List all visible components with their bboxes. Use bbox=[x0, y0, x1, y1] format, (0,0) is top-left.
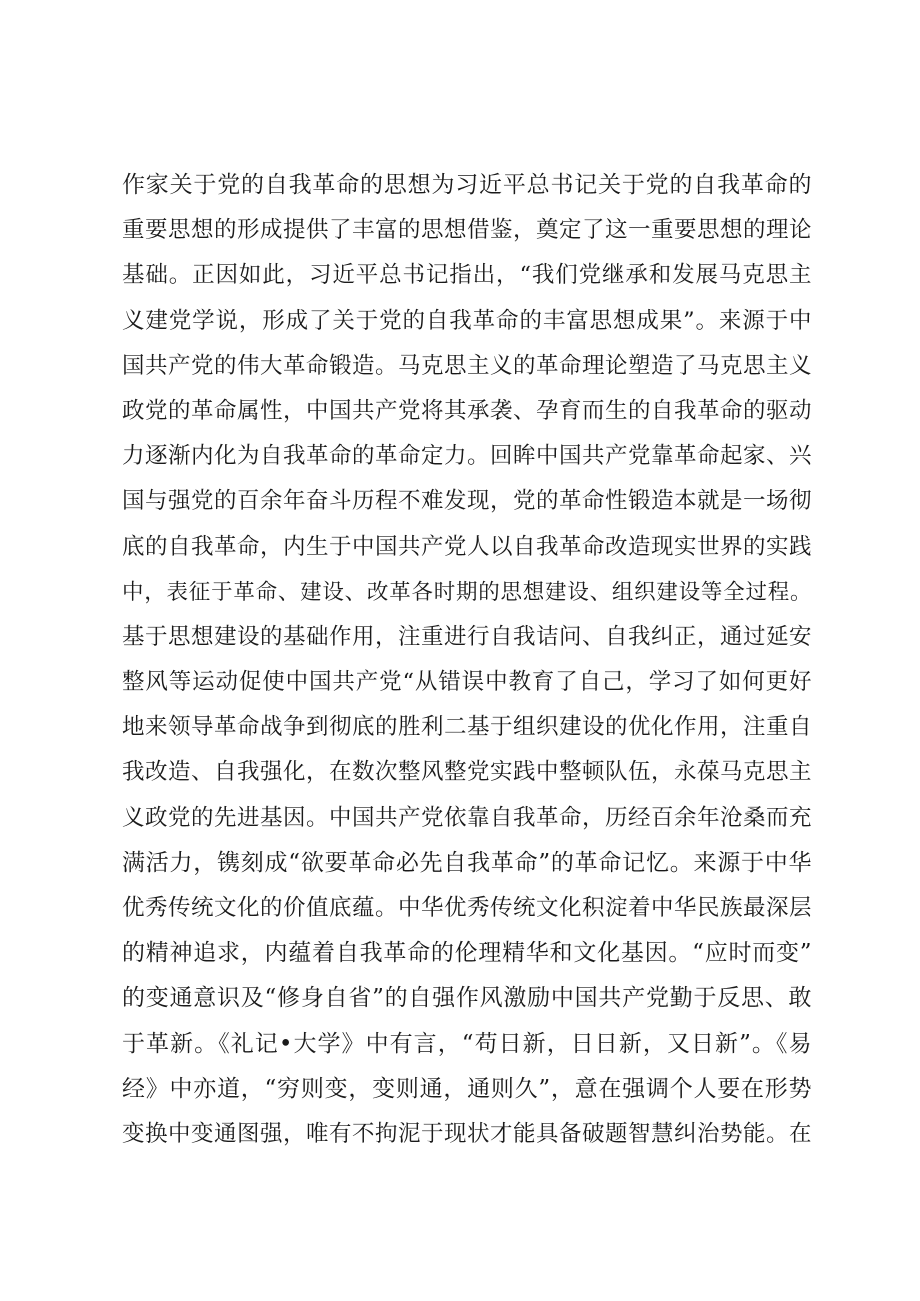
text-line: 底的自我革命，内生于中国共产党人以自我革命改造现实世界的实践 bbox=[122, 533, 812, 560]
text-line: 经》中亦道，“穷则变，变则通，通则久”，意在强调个人要在形势 bbox=[122, 1075, 812, 1102]
text-line: 国共产党的伟大革命锻造。马克思主义的革命理论塑造了马克思主义 bbox=[122, 352, 812, 379]
text-line: 整风等运动促使中国共产党“从错误中教育了自己，学习了如何更好 bbox=[122, 669, 812, 696]
text-line: 重要思想的形成提供了丰富的思想借鉴，奠定了这一重要思想的理论 bbox=[122, 217, 812, 244]
text-line: 于革新。《礼记•大学》中有言，“苟日新，日日新，又日新”。《易 bbox=[122, 1030, 812, 1057]
text-line: 满活力，镌刻成“欲要革命必先自我革命”的革命记忆。来源于中华 bbox=[122, 849, 812, 876]
text-line: 作家关于党的自我革命的思想为习近平总书记关于党的自我革命的 bbox=[122, 172, 812, 198]
text-line: 优秀传统文化的价值底蕴。中华优秀传统文化积淀着中华民族最深层 bbox=[122, 895, 812, 921]
text-line: 国与强党的百余年奋斗历程不难发现，党的革命性锻造本就是一场彻 bbox=[122, 488, 812, 515]
text-line: 中，表征于革命、建设、改革各时期的思想建设、组织建设等全过程。 bbox=[122, 579, 812, 605]
text-line: 义建党学说，形成了关于党的自我革命的丰富思想成果”。来源于中 bbox=[122, 307, 812, 334]
text-line: 的变通意识及“修身自省”的自强作风激励中国共产党勤于反思、敢 bbox=[122, 985, 812, 1012]
text-line: 政党的革命属性，中国共产党将其承袭、孕育而生的自我革命的驱动 bbox=[122, 397, 812, 424]
text-line: 的精神追求，内蕴着自我革命的伦理精华和文化基因。“应时而变” bbox=[122, 940, 812, 967]
text-line: 地来领导革命战争到彻底的胜利二基于组织建设的优化作用，注重自 bbox=[122, 714, 812, 741]
text-line: 变换中变通图强，唯有不拘泥于现状才能具备破题智慧纠治势能。在 bbox=[122, 1120, 812, 1147]
text-line: 义政党的先进基因。中国共产党依靠自我革命，历经百余年沧桑而充 bbox=[122, 804, 812, 831]
text-line: 基础。正因如此，习近平总书记指出，“我们党继承和发展马克思主 bbox=[122, 262, 812, 289]
body-paragraph bbox=[122, 163, 812, 1157]
text-line: 我改造、自我强化，在数次整风整党实践中整顿队伍，永葆马克思主 bbox=[122, 759, 812, 786]
text-line: 基于思想建设的基础作用，注重进行自我诘问、自我纠正，通过延安 bbox=[122, 623, 812, 650]
text-line: 力逐渐内化为自我革命的革命定力。回眸中国共产党靠革命起家、兴 bbox=[122, 443, 812, 470]
